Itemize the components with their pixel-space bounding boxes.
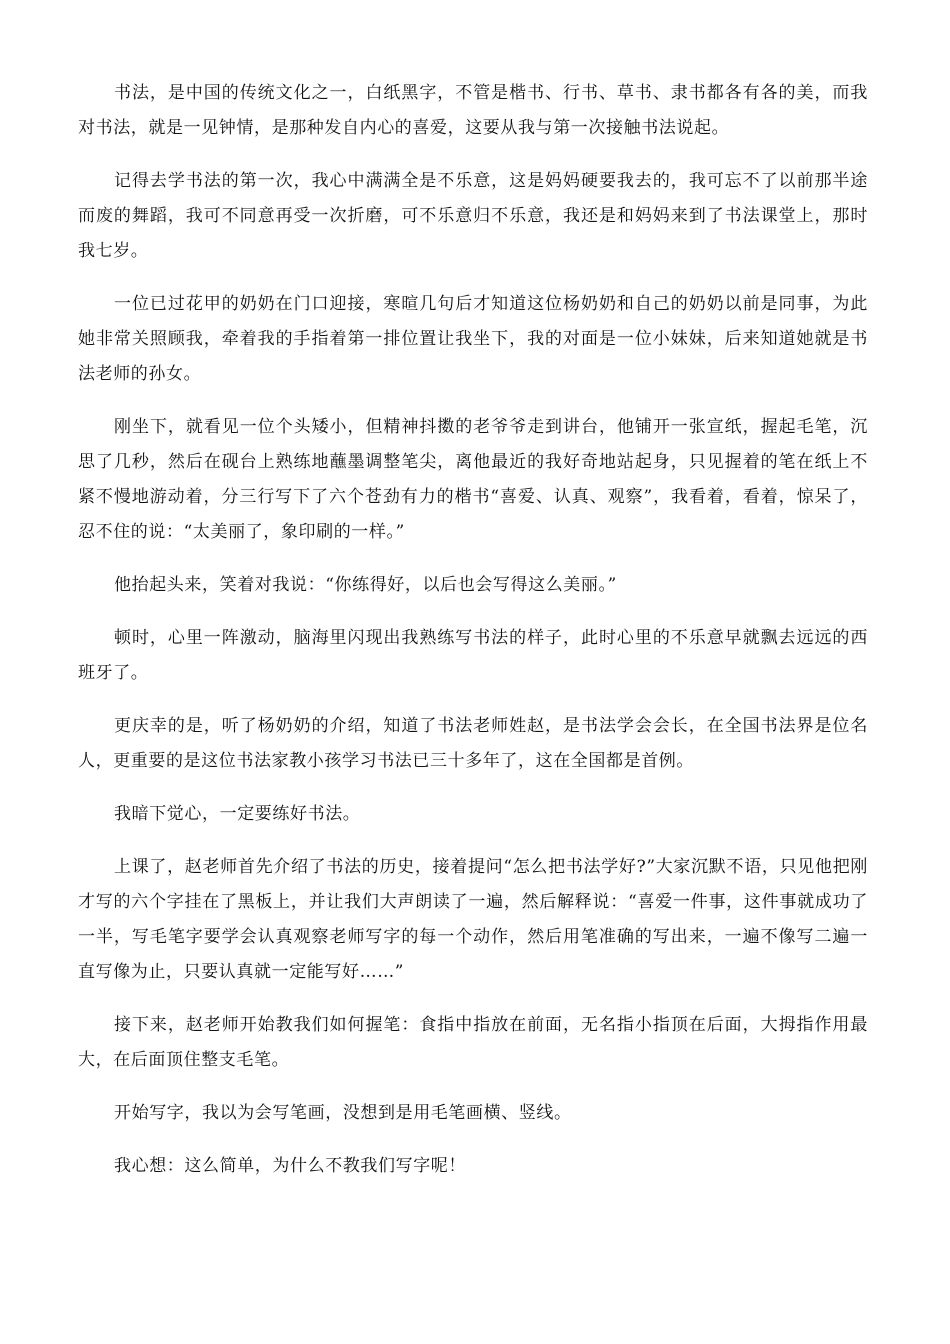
document-page xyxy=(78,76,868,1202)
paragraph: 接下来，赵老师开始教我们如何握笔：食指中指放在前面，无名指小指顶在后面，大拇指作用最大，在后面顶住整支毛笔。 xyxy=(78,1015,868,1070)
paragraph: 我暗下觉心，一定要练好书法。 xyxy=(114,804,361,824)
paragraph: 一位已过花甲的奶奶在门口迎接，寒暄几句后才知道这位杨奶奶和自己的奶奶以前是同事，为此她非常关照顾我，牵着我的手指着第一排位置让我坐下，我的对面是一位小妹妹，后来知道她就是书法老师的孙女。 xyxy=(78,294,868,384)
paragraph: 记得去学书法的第一次，我心中满满全是不乐意，这是妈妈硬要我去的，我可忘不了以前那半途而废的舞蹈，我可不同意再受一次折磨，可不乐意归不乐意，我还是和妈妈来到了书法课堂上，那时我七岁。 xyxy=(78,171,868,261)
paragraph: 书法，是中国的传统文化之一，白纸黑字，不管是楷书、行书、草书、隶书都各有各的美，而我对书法，就是一见钟情，是那种发自内心的喜爱，这要从我与第一次接触书法说起。 xyxy=(78,83,868,138)
paragraph: 他抬起头来，笑着对我说：“你练得好，以后也会写得这么美丽。” xyxy=(114,575,617,595)
paragraph: 上课了，赵老师首先介绍了书法的历史，接着提问“怎么把书法学好?”大家沉默不语，只见他把刚才写的六个字挂在了黑板上，并让我们大声朗读了一遍，然后解释说：“喜爱一件事，这件事就成功了一半，写毛笔字要学会认真观察老师写字的每一个动作，然后用笔准确的写出来，一遍不像写二遍一直写像为止，只要认真就一定能写好……” xyxy=(78,857,868,982)
paragraph: 开始写字，我以为会写笔画，没想到是用毛笔画横、竖线。 xyxy=(114,1103,572,1123)
paragraph: 刚坐下，就看见一位个头矮小，但精神抖擞的老爷爷走到讲台，他铺开一张宣纸，握起毛笔，沉思了几秒，然后在砚台上熟练地蘸墨调整笔尖，离他最近的我好奇地站起身，只见握着的笔在纸上不紧不慢地游动着，分三行写下了六个苍劲有力的楷书“喜爱、认真、观察”，我看着，看着，惊呆了，忍不住的说：“太美丽了，象印刷的一样。” xyxy=(78,417,868,542)
paragraph: 我心想：这么简单，为什么不教我们写字呢！ xyxy=(114,1156,466,1176)
paragraph: 更庆幸的是，听了杨奶奶的介绍，知道了书法老师姓赵，是书法学会会长，在全国书法界是位名人，更重要的是这位书法家教小孩学习书法已三十多年了，这在全国都是首例。 xyxy=(78,716,868,771)
paragraph: 顿时，心里一阵激动，脑海里闪现出我熟练写书法的样子，此时心里的不乐意早就飘去远远的西班牙了。 xyxy=(78,628,868,683)
